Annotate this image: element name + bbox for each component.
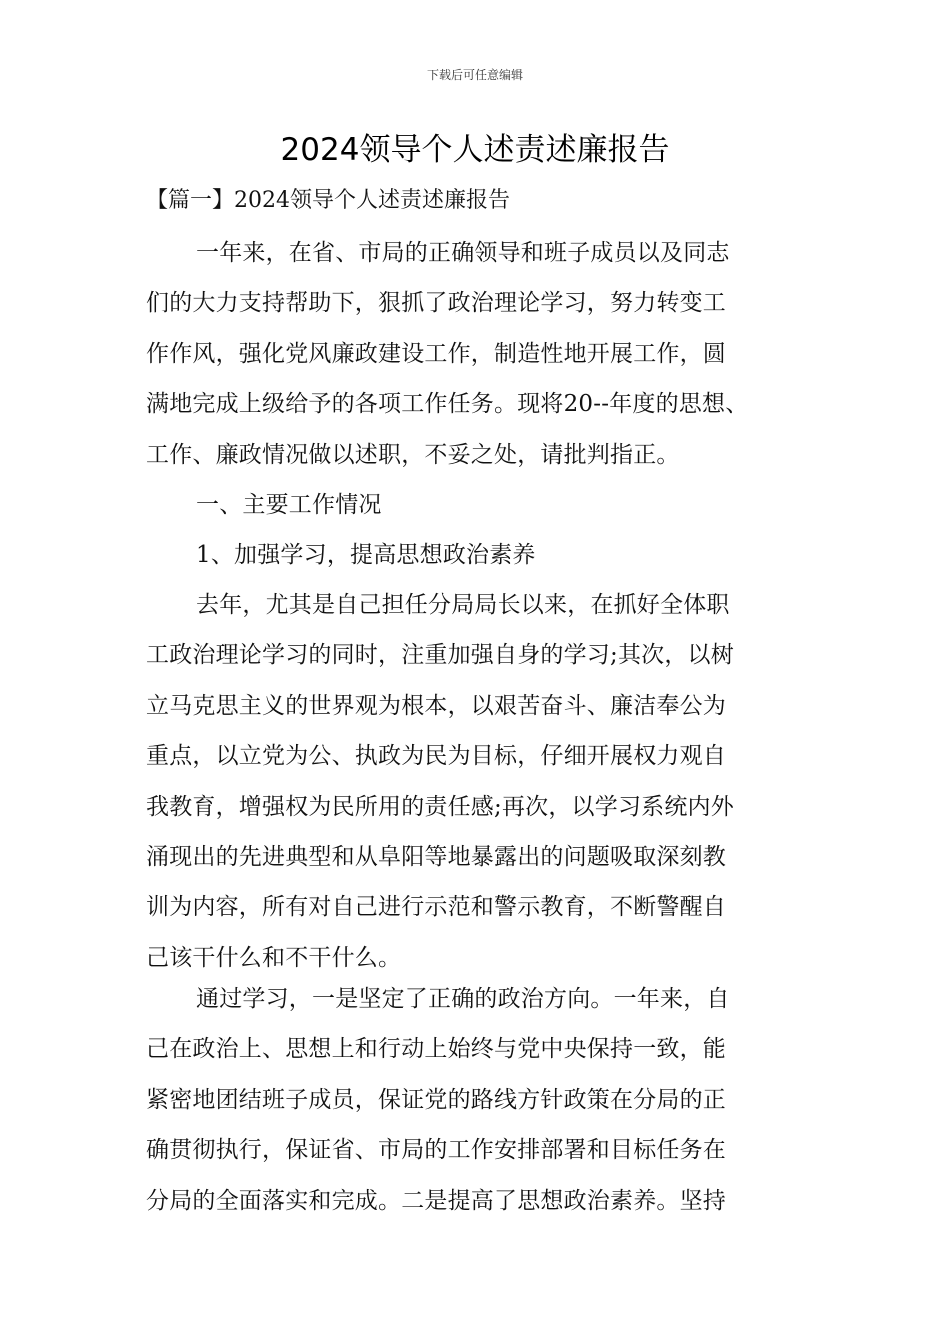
subheading-text: 1、加强学习，提高思想政治素养 [196, 542, 536, 568]
paragraph-line: 作作风，强化党风廉政建设工作，制造性地开展工作，圆 [146, 340, 726, 367]
paragraph-last-year [146, 580, 826, 983]
paragraph-line: 我教育，增强权为民所用的责任感;再次，以学习系统内外 [146, 793, 734, 820]
paragraph-line: 分局的全面落实和完成。二是提高了思想政治素养。坚持 [146, 1187, 726, 1214]
paragraph-through-study [146, 974, 826, 1226]
paragraph-line: 去年，尤其是自己担任分局局长以来，在抓好全体职 [196, 592, 730, 618]
subheading-text: 一、主要工作情况 [196, 492, 382, 518]
paragraph-line: 一年来，在省、市局的正确领导和班子成员以及同志 [196, 240, 730, 266]
paragraph-line: 紧密地团结班子成员，保证党的路线方针政策在分局的正 [146, 1086, 726, 1113]
paragraph-line: 满地完成上级给予的各项工作任务。现将20--年度的思想、 [146, 391, 749, 418]
paragraph-line: 重点，以立党为公、执政为民为目标，仔细开展权力观自 [146, 743, 726, 770]
header-note: 下载后可任意编辑 [426, 68, 523, 82]
paragraph-line: 己在政治上、思想上和行动上始终与党中央保持一致，能 [146, 1036, 726, 1063]
paragraph-intro [146, 228, 826, 480]
section-heading: 【篇一】2024领导个人述责述廉报告 [146, 188, 510, 213]
paragraph-line: 工政治理论学习的同时，注重加强自身的学习;其次，以树 [146, 642, 734, 669]
paragraph-line: 己该干什么和不干什么。 [146, 944, 402, 971]
paragraph-line: 涌现出的先进典型和从阜阳等地暴露出的问题吸取深刻教 [146, 844, 726, 871]
document-title: 2024领导个人述责述廉报告 [280, 132, 670, 168]
paragraph-line: 们的大力支持帮助下，狠抓了政治理论学习，努力转变工 [146, 290, 726, 317]
paragraph-line: 通过学习，一是坚定了正确的政治方向。一年来，自 [196, 986, 730, 1012]
paragraph-line: 训为内容，所有对自己进行示范和警示教育，不断警醒自 [146, 894, 726, 921]
subheading-main-work [146, 480, 826, 530]
subheading-study [146, 530, 826, 580]
paragraph-line: 工作、廉政情况做以述职，不妥之处，请批判指正。 [146, 441, 680, 468]
paragraph-line: 确贯彻执行，保证省、市局的工作安排部署和目标任务在 [146, 1137, 726, 1164]
paragraph-line: 立马克思主义的世界观为根本，以艰苦奋斗、廉洁奉公为 [146, 692, 726, 719]
